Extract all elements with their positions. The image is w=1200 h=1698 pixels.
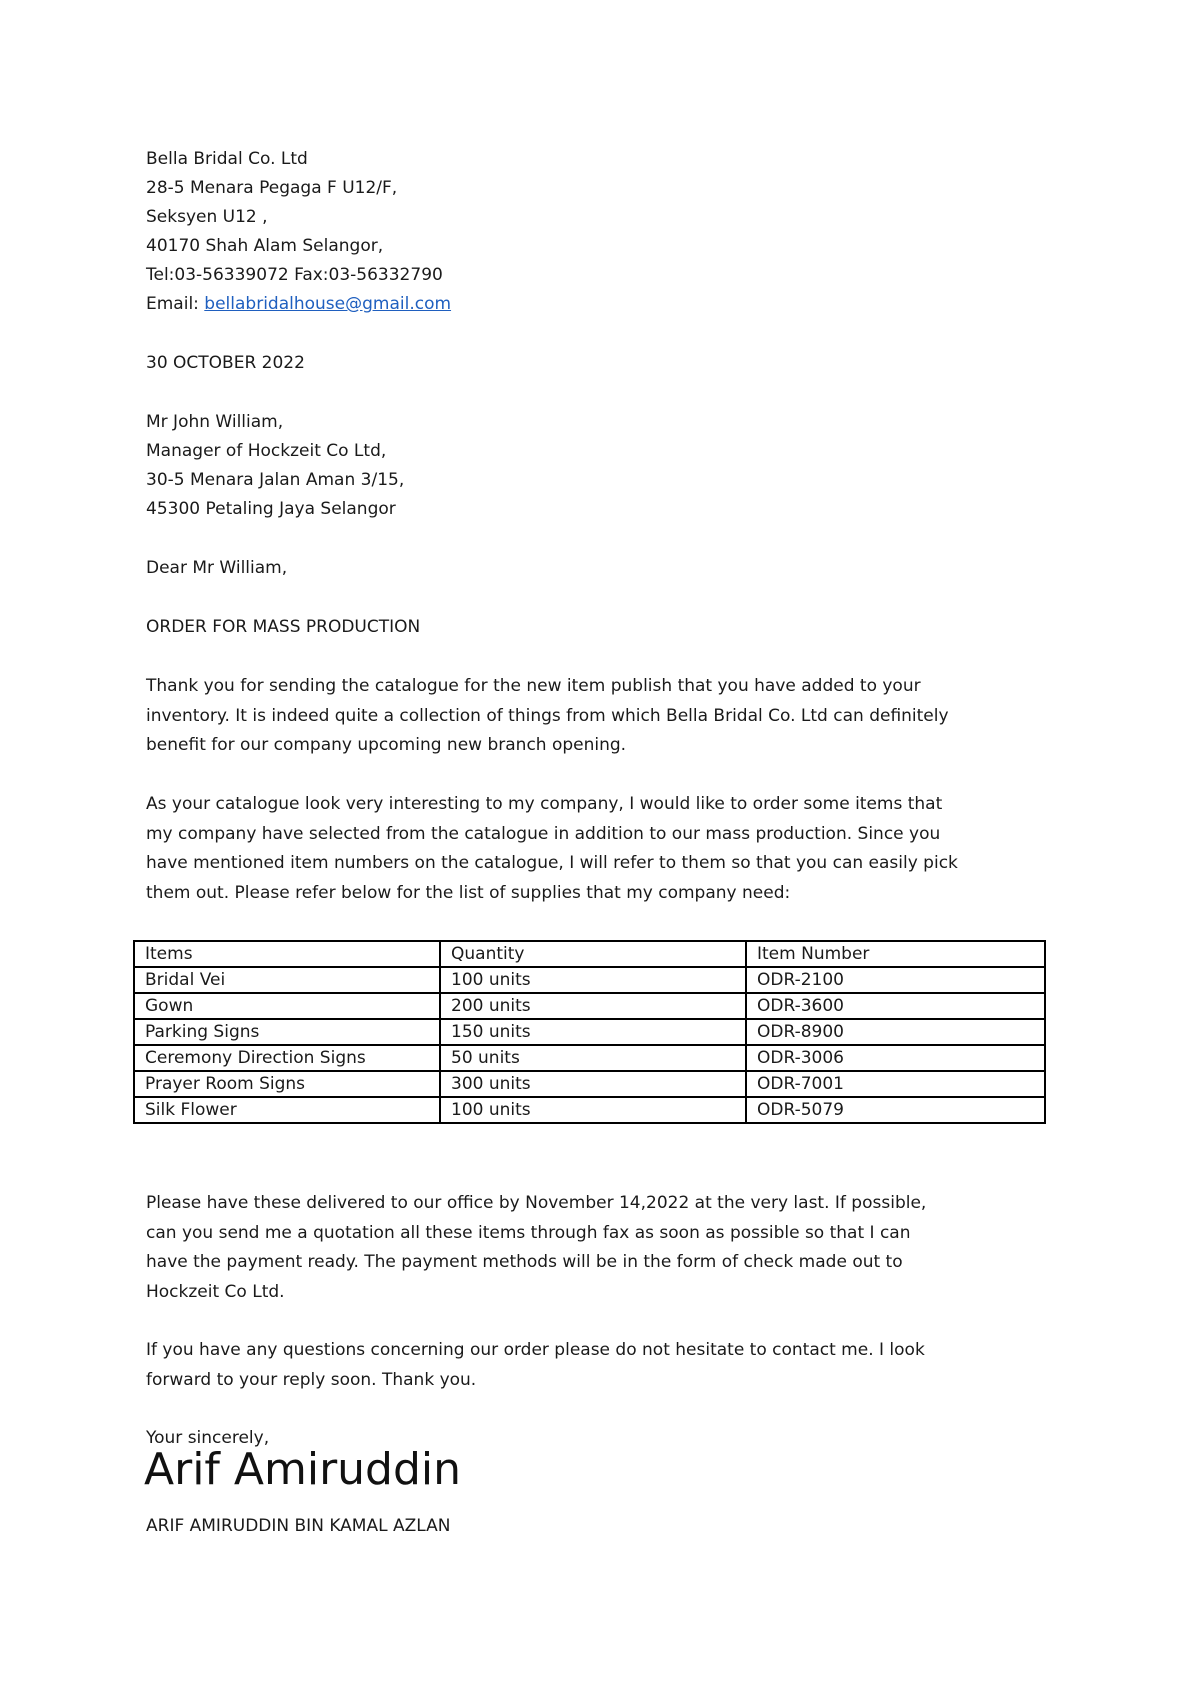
paragraph-line: As your catalogue look very interesting to my company, I would like to order some items that	[146, 794, 943, 814]
table-row	[134, 1097, 1045, 1123]
table-cell: ODR-3600	[746, 993, 1045, 1019]
paragraph-line: Please have these delivered to our office by November 14,2022 at the very last. If possible,	[146, 1193, 927, 1213]
paragraph-line: Hockzeit Co Ltd.	[146, 1281, 285, 1302]
paragraph-line: forward to your reply soon. Thank you.	[146, 1369, 477, 1390]
paragraph-line: If you have any questions concerning our order please do not hesitate to contact me. I look	[146, 1340, 925, 1360]
table-cell: Silk Flower	[134, 1097, 440, 1123]
paragraph-line: can you send me a quotation all these items through fax as soon as possible so that I can	[146, 1222, 911, 1243]
paragraph-line: have mentioned item numbers on the catalogue, I will refer to them so that you can easily pick	[146, 853, 958, 873]
table-cell: ODR-2100	[746, 967, 1045, 993]
table-row	[134, 1071, 1045, 1097]
table-row	[134, 993, 1045, 1019]
table-cell: 100 units	[440, 967, 746, 993]
table-header-cell: Items	[134, 941, 440, 967]
paragraph-line: them out. Please refer below for the list of supplies that my company need:	[146, 882, 791, 903]
table-header-row	[134, 941, 1045, 967]
table-header-cell: Item Number	[746, 941, 1045, 967]
salutation: Dear Mr William,	[146, 558, 288, 578]
signature: Arif Amiruddin	[144, 1444, 462, 1495]
table-cell: ODR-3006	[746, 1045, 1045, 1071]
sender-email-line	[146, 290, 451, 319]
paragraph-line: Thank you for sending the catalogue for the new item publish that you have added to your	[146, 676, 921, 696]
recipient-name: Mr John William,	[146, 412, 284, 432]
table-cell: Ceremony Direction Signs	[134, 1045, 440, 1071]
table-cell: Bridal Vei	[134, 967, 440, 993]
signatory-full-name: ARIF AMIRUDDIN BIN KAMAL AZLAN	[146, 1516, 451, 1536]
paragraph-order-request	[146, 790, 1026, 908]
table-cell: Parking Signs	[134, 1019, 440, 1045]
table-cell: 200 units	[440, 993, 746, 1019]
email-label: Email:	[146, 294, 205, 314]
paragraph-line: inventory. It is indeed quite a collection of things from which Bella Bridal Co. Ltd can definitely	[146, 705, 949, 726]
sender-phone-fax: Tel:03-56339072 Fax:03-56332790	[146, 265, 443, 285]
table-cell: 150 units	[440, 1019, 746, 1045]
sender-address-line2: Seksyen U12 ,	[146, 207, 268, 227]
table-cell: 300 units	[440, 1071, 746, 1097]
table-row	[134, 1045, 1045, 1071]
paragraph-line: have the payment ready. The payment methods will be in the form of check made out to	[146, 1252, 903, 1272]
paragraph-line: my company have selected from the catalogue in addition to our mass production. Since you	[146, 823, 941, 844]
table-cell: 50 units	[440, 1045, 746, 1071]
table-row	[134, 1019, 1045, 1045]
closing: Your sincerely,	[146, 1428, 270, 1448]
letter-date: 30 OCTOBER 2022	[146, 353, 305, 373]
order-table	[133, 940, 1046, 1124]
paragraph-intro	[146, 672, 1026, 761]
sender-address-line1: 28-5 Menara Pegaga F U12/F,	[146, 178, 398, 198]
paragraph-delivery	[146, 1189, 1026, 1307]
table-cell: 100 units	[440, 1097, 746, 1123]
subject-line: ORDER FOR MASS PRODUCTION	[146, 617, 421, 637]
recipient-address-line1: 30-5 Menara Jalan Aman 3/15,	[146, 470, 405, 490]
paragraph-closing-remarks	[146, 1336, 1026, 1395]
email-link[interactable]: bellabridalhouse@gmail.com	[204, 294, 452, 314]
table-cell: Gown	[134, 993, 440, 1019]
table-cell: ODR-7001	[746, 1071, 1045, 1097]
table-cell: Prayer Room Signs	[134, 1071, 440, 1097]
recipient-address-line2: 45300 Petaling Jaya Selangor	[146, 499, 396, 519]
sender-address-line3: 40170 Shah Alam Selangor,	[146, 236, 384, 256]
table-header-cell: Quantity	[440, 941, 746, 967]
sender-company: Bella Bridal Co. Ltd	[146, 149, 308, 169]
table-row	[134, 967, 1045, 993]
table-cell: ODR-8900	[746, 1019, 1045, 1045]
table-cell: ODR-5079	[746, 1097, 1045, 1123]
paragraph-line: benefit for our company upcoming new branch opening.	[146, 735, 627, 755]
recipient-title: Manager of Hockzeit Co Ltd,	[146, 441, 387, 461]
